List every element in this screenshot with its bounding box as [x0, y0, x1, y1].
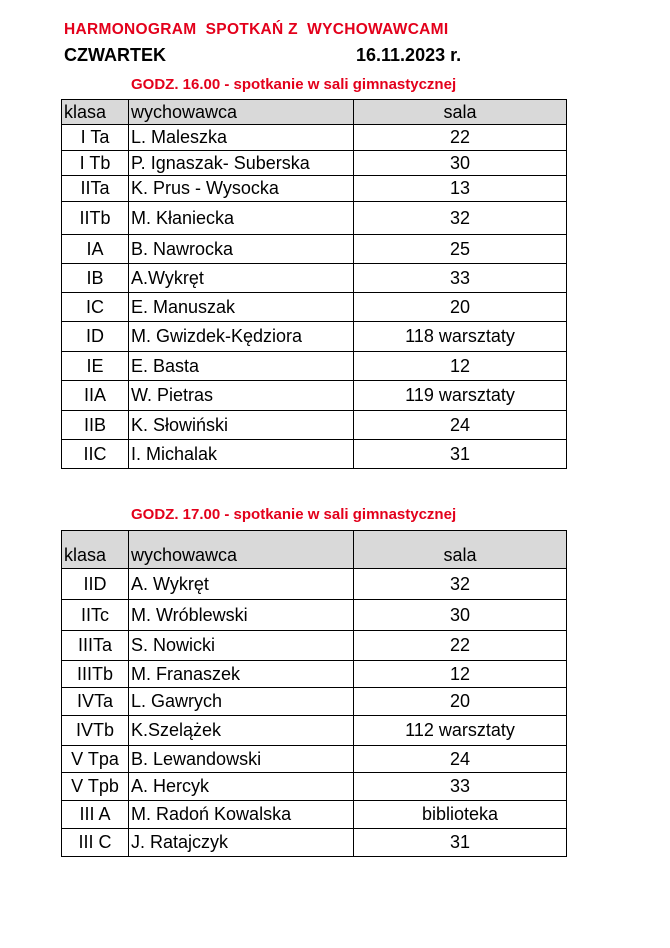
table-row — [62, 411, 567, 440]
cell-wychowawca: L. Maleszka — [129, 125, 354, 151]
cell-klasa: IITc — [62, 600, 129, 631]
table-row — [62, 322, 567, 352]
cell-wychowawca: B. Lewandowski — [129, 746, 354, 773]
cell-wychowawca: S. Nowicki — [129, 631, 354, 661]
table-row — [62, 688, 567, 716]
cell-sala: 22 — [354, 125, 567, 151]
column-header-sala: sala — [354, 100, 567, 125]
cell-wychowawca: I. Michalak — [129, 440, 354, 469]
column-header-klasa: klasa — [62, 531, 129, 569]
cell-sala: 12 — [354, 352, 567, 381]
cell-sala: 30 — [354, 151, 567, 176]
cell-wychowawca: M. Kłaniecka — [129, 202, 354, 235]
cell-sala: 32 — [354, 569, 567, 600]
table-header-row — [62, 531, 567, 569]
table-row — [62, 746, 567, 773]
table-row — [62, 829, 567, 857]
table-row — [62, 235, 567, 264]
cell-sala: 24 — [354, 411, 567, 440]
cell-sala: 33 — [354, 773, 567, 801]
cell-sala: biblioteka — [354, 801, 567, 829]
session2-heading: GODZ. 17.00 - spotkanie w sali gimnastycznej — [131, 506, 457, 523]
table-row — [62, 125, 567, 151]
table-row — [62, 801, 567, 829]
session2-table-body — [62, 569, 567, 857]
session1-heading: GODZ. 16.00 - spotkanie w sali gimnastycznej — [131, 76, 457, 93]
table-row — [62, 440, 567, 469]
cell-klasa: IB — [62, 264, 129, 293]
cell-klasa: IITb — [62, 202, 129, 235]
cell-klasa: IIB — [62, 411, 129, 440]
cell-klasa: IE — [62, 352, 129, 381]
table-row — [62, 381, 567, 411]
cell-wychowawca: M. Franaszek — [129, 661, 354, 688]
cell-sala: 13 — [354, 176, 567, 202]
table-row — [62, 569, 567, 600]
cell-wychowawca: M. Gwizdek-Kędziora — [129, 322, 354, 352]
cell-wychowawca: E. Manuszak — [129, 293, 354, 322]
table-row — [62, 661, 567, 688]
cell-wychowawca: J. Ratajczyk — [129, 829, 354, 857]
cell-sala: 112 warsztaty — [354, 716, 567, 746]
cell-sala: 24 — [354, 746, 567, 773]
session2-table — [61, 530, 567, 857]
cell-sala: 118 warsztaty — [354, 322, 567, 352]
cell-sala: 20 — [354, 293, 567, 322]
session1-table — [61, 99, 567, 469]
table-row — [62, 600, 567, 631]
table-row — [62, 631, 567, 661]
cell-sala: 22 — [354, 631, 567, 661]
cell-klasa: V Tpb — [62, 773, 129, 801]
cell-sala: 12 — [354, 661, 567, 688]
table-row — [62, 176, 567, 202]
cell-klasa: I Ta — [62, 125, 129, 151]
cell-klasa: IIA — [62, 381, 129, 411]
cell-sala: 30 — [354, 600, 567, 631]
cell-sala: 33 — [354, 264, 567, 293]
cell-klasa: IA — [62, 235, 129, 264]
date-label: 16.11.2023 r. — [356, 45, 462, 65]
column-header-klasa: klasa — [62, 100, 129, 125]
table-row — [62, 202, 567, 235]
table-row — [62, 293, 567, 322]
cell-klasa: IIITa — [62, 631, 129, 661]
cell-sala: 31 — [354, 440, 567, 469]
cell-sala: 25 — [354, 235, 567, 264]
table-row — [62, 151, 567, 176]
cell-sala: 20 — [354, 688, 567, 716]
cell-wychowawca: K. Słowiński — [129, 411, 354, 440]
document-title: HARMONOGRAM SPOTKAŃ Z WYCHOWAWCAMI — [64, 21, 449, 38]
day-label: CZWARTEK — [64, 45, 166, 65]
table-row — [62, 264, 567, 293]
cell-klasa: III C — [62, 829, 129, 857]
cell-wychowawca: B. Nawrocka — [129, 235, 354, 264]
cell-klasa: V Tpa — [62, 746, 129, 773]
cell-klasa: IVTa — [62, 688, 129, 716]
cell-klasa: IC — [62, 293, 129, 322]
table-header-row — [62, 100, 567, 125]
cell-wychowawca: A.Wykręt — [129, 264, 354, 293]
cell-wychowawca: P. Ignaszak- Suberska — [129, 151, 354, 176]
cell-wychowawca: K.Szelążek — [129, 716, 354, 746]
cell-klasa: III A — [62, 801, 129, 829]
table-row — [62, 773, 567, 801]
table-row — [62, 352, 567, 381]
cell-sala: 119 warsztaty — [354, 381, 567, 411]
cell-wychowawca: A. Wykręt — [129, 569, 354, 600]
cell-sala: 31 — [354, 829, 567, 857]
column-header-wychowawca: wychowawca — [129, 100, 354, 125]
cell-wychowawca: W. Pietras — [129, 381, 354, 411]
cell-klasa: ID — [62, 322, 129, 352]
cell-klasa: IIITb — [62, 661, 129, 688]
table-row — [62, 716, 567, 746]
cell-wychowawca: E. Basta — [129, 352, 354, 381]
cell-klasa: I Tb — [62, 151, 129, 176]
session1-table-body — [62, 125, 567, 469]
cell-wychowawca: K. Prus - Wysocka — [129, 176, 354, 202]
cell-wychowawca: L. Gawrych — [129, 688, 354, 716]
cell-klasa: IITa — [62, 176, 129, 202]
cell-sala: 32 — [354, 202, 567, 235]
column-header-sala: sala — [354, 531, 567, 569]
cell-klasa: IID — [62, 569, 129, 600]
cell-wychowawca: M. Wróblewski — [129, 600, 354, 631]
cell-klasa: IVTb — [62, 716, 129, 746]
cell-klasa: IIC — [62, 440, 129, 469]
cell-wychowawca: M. Radoń Kowalska — [129, 801, 354, 829]
column-header-wychowawca: wychowawca — [129, 531, 354, 569]
cell-wychowawca: A. Hercyk — [129, 773, 354, 801]
